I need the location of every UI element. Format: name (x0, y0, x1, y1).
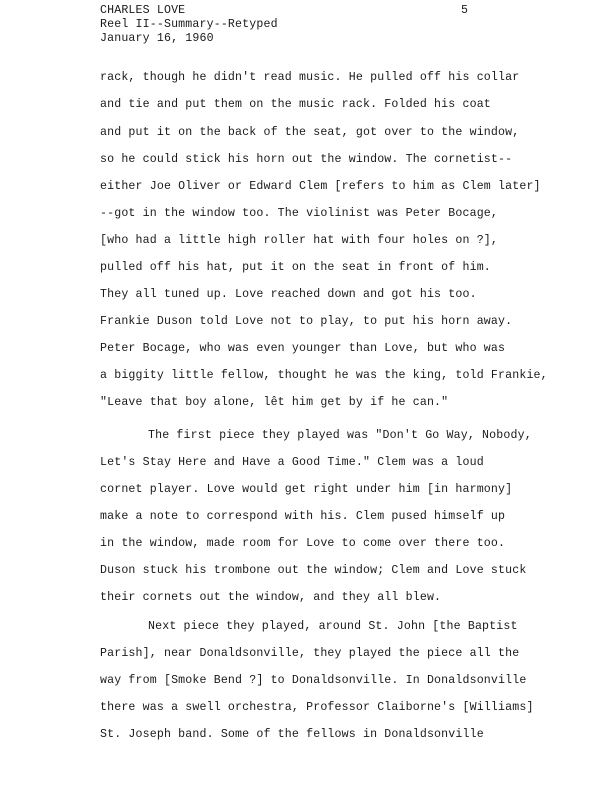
text-line: Parish], near Donaldsonville, they played the piece all the (100, 647, 520, 660)
paragraph-first-line: The first piece they played was "Don't Go Way, Nobody, (148, 429, 532, 442)
text-line: way from [Smoke Bend ?] to Donaldsonville. In Donaldsonville (100, 674, 527, 687)
text-line: Frankie Duson told Love not to play, to put his horn away. (100, 315, 513, 328)
text-line: pulled off his hat, put it on the seat in front of him. (100, 261, 491, 274)
header-reel: Reel II--Summary--Retyped (100, 18, 278, 31)
text-line: [who had a little high roller hat with four holes on ?], (100, 234, 499, 247)
text-line: "Leave that boy alone, lêt him get by if he can." (100, 396, 449, 409)
text-line: their cornets out the window, and they all blew. (100, 591, 442, 604)
text-line: Peter Bocage, who was even younger than Love, but who was (100, 342, 506, 355)
paragraph-first-line: Next piece they played, around St. John [the Baptist (148, 620, 518, 633)
text-line: They all tuned up. Love reached down and got his too. (100, 288, 477, 301)
text-line: make a note to correspond with his. Clem pused himself up (100, 510, 506, 523)
text-line: Let's Stay Here and Have a Good Time." Clem was a loud (100, 456, 484, 469)
text-line: and tie and put them on the music rack. Folded his coat (100, 98, 491, 111)
text-line: in the window, made room for Love to come over there too. (100, 537, 506, 550)
text-line: rack, though he didn't read music. He pulled off his collar (100, 71, 520, 84)
header-name: CHARLES LOVE (100, 4, 186, 17)
text-line: there was a swell orchestra, Professor Claiborne's [Williams] (100, 701, 534, 714)
text-line: so he could stick his horn out the window. The cornetist-- (100, 153, 513, 166)
text-line: cornet player. Love would get right under him [in harmony] (100, 483, 513, 496)
text-line: Duson stuck his trombone out the window; Clem and Love stuck (100, 564, 527, 577)
header-date: January 16, 1960 (100, 32, 214, 45)
text-line: either Joe Oliver or Edward Clem [refers to him as Clem later] (100, 180, 541, 193)
page-number: 5 (461, 4, 469, 17)
text-line: a biggity little fellow, thought he was the king, told Frankie, (100, 369, 548, 382)
text-line: and put it on the back of the seat, got over to the window, (100, 126, 520, 139)
text-line: St. Joseph band. Some of the fellows in Donaldsonville (100, 728, 484, 741)
text-line: --got in the window too. The violinist was Peter Bocage, (100, 207, 499, 220)
